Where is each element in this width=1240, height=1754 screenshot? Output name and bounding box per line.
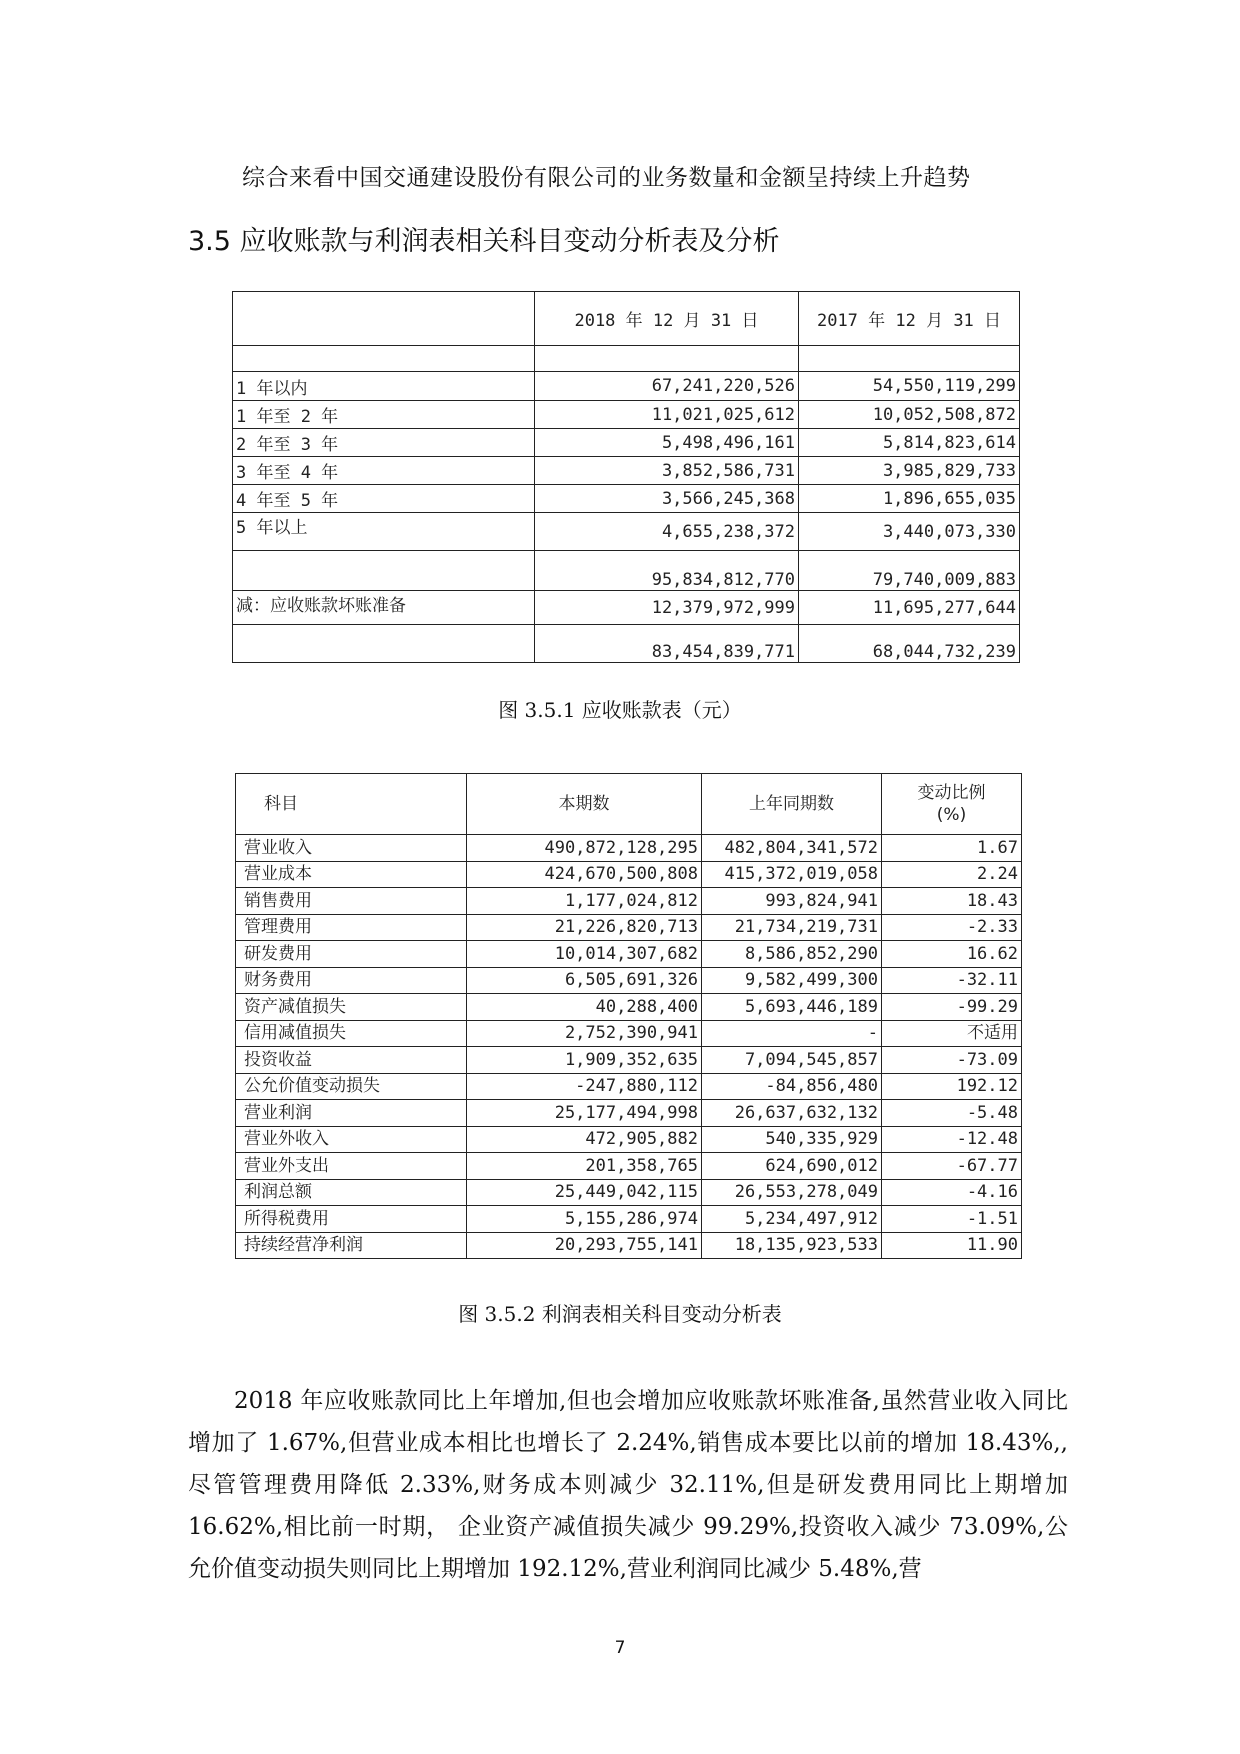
value-change: 1.67 (882, 835, 1022, 862)
table-row (236, 1047, 1022, 1074)
value-change: -32.11 (882, 967, 1022, 994)
row-label: 所得税费用 (236, 1206, 467, 1233)
table-row (233, 372, 1020, 401)
value-2018: 67,241,220,526 (535, 372, 799, 401)
table-row (236, 1153, 1022, 1180)
value-2017: 10,052,508,872 (799, 401, 1020, 429)
value-2017: 1,896,655,035 (799, 485, 1020, 513)
row-label: 持续经营净利润 (236, 1232, 467, 1259)
table-row (236, 967, 1022, 994)
value-change: 16.62 (882, 941, 1022, 968)
value-change: 18.43 (882, 888, 1022, 915)
header-cell (233, 292, 535, 346)
value-change: -12.48 (882, 1126, 1022, 1153)
row-label: 利润总额 (236, 1179, 467, 1206)
value-2018: 83,454,839,771 (535, 625, 799, 663)
header-change-label: 变动比例 (917, 783, 986, 803)
intro-text: 综合来看中国交通建设股份有限公司的业务数量和金额呈持续上升趋势 (242, 165, 971, 191)
row-label: 减：应收账款坏账准备 (233, 591, 535, 625)
value-change: -73.09 (882, 1047, 1022, 1074)
row-label: 营业外收入 (236, 1126, 467, 1153)
table-header-row (236, 774, 1022, 835)
value-change: -99.29 (882, 994, 1022, 1021)
value-current: 21,226,820,713 (467, 914, 702, 941)
table-row (236, 1206, 1022, 1233)
value-current: 1,909,352,635 (467, 1047, 702, 1074)
value-prior: 415,372,019,058 (702, 861, 882, 888)
row-label: 公允价值变动损失 (236, 1073, 467, 1100)
header-change (882, 774, 1022, 835)
value-prior: 9,582,499,300 (702, 967, 882, 994)
row-label: 投资收益 (236, 1047, 467, 1074)
caption-table2: 图 3.5.2 利润表相关科目变动分析表 (458, 1302, 782, 1326)
value-prior: 18,135,923,533 (702, 1232, 882, 1259)
section-heading: 3.5 应收账款与利润表相关科目变动分析表及分析 (188, 226, 780, 257)
row-label: 1 年至 2 年 (233, 401, 535, 429)
header-prior: 上年同期数 (702, 774, 882, 835)
caption-table1: 图 3.5.1 应收账款表（元） (498, 698, 742, 722)
header-change-unit: (%) (936, 805, 967, 825)
value-change: -1.51 (882, 1206, 1022, 1233)
value-prior: 5,693,446,189 (702, 994, 882, 1021)
row-label: 资产减值损失 (236, 994, 467, 1021)
value-current: 1,177,024,812 (467, 888, 702, 915)
table-row (236, 888, 1022, 915)
table-row (233, 429, 1020, 457)
value-prior: 5,234,497,912 (702, 1206, 882, 1233)
row-label: 4 年至 5 年 (233, 485, 535, 513)
value-current: 490,872,128,295 (467, 835, 702, 862)
table-row-total (233, 625, 1020, 663)
value-2017: 11,695,277,644 (799, 591, 1020, 625)
table-row (236, 1232, 1022, 1259)
value-prior: 540,335,929 (702, 1126, 882, 1153)
body-paragraph: 2018 年应收账款同比上年增加,但也会增加应收账款坏账准备,虽然营业收入同比增加了 1.67%,但营业成本相比也增长了 2.24%,销售成本要比以前的增加 18.43%,,尽管管理费用降低 2.33%,财务成本则减少 32.11%,但是研发费用同比上期增加 16.62%,相比前一时期， 企业资产减值损失减少 99.29%,投资收入减少 73.09%,公允价值变动损失则同比上期增加 192.12%,营业利润同比减少 5.48%,营 (188, 1388, 1068, 1582)
table-row (236, 914, 1022, 941)
table-row (233, 485, 1020, 513)
row-label (233, 551, 535, 591)
row-label: 营业收入 (236, 835, 467, 862)
header-cell: 2018 年 12 月 31 日 (535, 292, 799, 346)
header-current: 本期数 (467, 774, 702, 835)
value-2017: 54,550,119,299 (799, 372, 1020, 401)
table-row-subtotal (233, 551, 1020, 591)
row-label: 营业利润 (236, 1100, 467, 1127)
value-prior: 26,637,632,132 (702, 1100, 882, 1127)
table-row (236, 835, 1022, 862)
receivables-table (232, 291, 1020, 663)
value-change: -4.16 (882, 1179, 1022, 1206)
table-row (233, 401, 1020, 429)
table-row (236, 1179, 1022, 1206)
value-change: -5.48 (882, 1100, 1022, 1127)
table-row (233, 457, 1020, 485)
header-cell: 2017 年 12 月 31 日 (799, 292, 1020, 346)
table-row (236, 994, 1022, 1021)
table-row (233, 513, 1020, 551)
value-2018: 5,498,496,161 (535, 429, 799, 457)
value-change: 11.90 (882, 1232, 1022, 1259)
header-subject: 科目 (236, 774, 467, 835)
row-label: 5 年以上 (233, 513, 535, 551)
value-current: 20,293,755,141 (467, 1232, 702, 1259)
value-change: -2.33 (882, 914, 1022, 941)
row-label: 销售费用 (236, 888, 467, 915)
value-current: 40,288,400 (467, 994, 702, 1021)
table-row (233, 591, 1020, 625)
income-change-table (235, 773, 1022, 1259)
table-row (236, 1126, 1022, 1153)
value-change: 不适用 (882, 1020, 1022, 1047)
value-current: 201,358,765 (467, 1153, 702, 1180)
row-label: 3 年至 4 年 (233, 457, 535, 485)
row-label: 管理费用 (236, 914, 467, 941)
value-prior: 624,690,012 (702, 1153, 882, 1180)
value-2017: 5,814,823,614 (799, 429, 1020, 457)
value-prior: -84,856,480 (702, 1073, 882, 1100)
value-current: 25,449,042,115 (467, 1179, 702, 1206)
value-2018: 95,834,812,770 (535, 551, 799, 591)
row-label: 财务费用 (236, 967, 467, 994)
value-prior: 21,734,219,731 (702, 914, 882, 941)
value-current: 6,505,691,326 (467, 967, 702, 994)
table-row (236, 1020, 1022, 1047)
value-2018: 4,655,238,372 (535, 513, 799, 551)
row-label: 信用减值损失 (236, 1020, 467, 1047)
value-prior: 993,824,941 (702, 888, 882, 915)
value-2018: 12,379,972,999 (535, 591, 799, 625)
value-current: 424,670,500,808 (467, 861, 702, 888)
value-prior: 7,094,545,857 (702, 1047, 882, 1074)
row-label: 2 年至 3 年 (233, 429, 535, 457)
value-current: -247,880,112 (467, 1073, 702, 1100)
value-2018: 3,852,586,731 (535, 457, 799, 485)
row-label: 营业外支出 (236, 1153, 467, 1180)
value-2018: 11,021,025,612 (535, 401, 799, 429)
table-row (236, 1100, 1022, 1127)
table-row (236, 1073, 1022, 1100)
value-change: 2.24 (882, 861, 1022, 888)
value-2017: 79,740,009,883 (799, 551, 1020, 591)
value-prior: 482,804,341,572 (702, 835, 882, 862)
value-2017: 3,440,073,330 (799, 513, 1020, 551)
value-2017: 68,044,732,239 (799, 625, 1020, 663)
value-prior: - (702, 1020, 882, 1047)
value-change: 192.12 (882, 1073, 1022, 1100)
value-2017: 3,985,829,733 (799, 457, 1020, 485)
value-change: -67.77 (882, 1153, 1022, 1180)
value-2018: 3,566,245,368 (535, 485, 799, 513)
row-label (233, 625, 535, 663)
value-current: 10,014,307,682 (467, 941, 702, 968)
value-current: 2,752,390,941 (467, 1020, 702, 1047)
page-number: 7 (614, 1638, 626, 1658)
value-current: 472,905,882 (467, 1126, 702, 1153)
table-row (236, 861, 1022, 888)
value-prior: 26,553,278,049 (702, 1179, 882, 1206)
row-label: 1 年以内 (233, 372, 535, 401)
value-current: 25,177,494,998 (467, 1100, 702, 1127)
row-label: 研发费用 (236, 941, 467, 968)
value-prior: 8,586,852,290 (702, 941, 882, 968)
table-header-row (233, 292, 1020, 346)
value-current: 5,155,286,974 (467, 1206, 702, 1233)
row-label: 营业成本 (236, 861, 467, 888)
table-row (236, 941, 1022, 968)
